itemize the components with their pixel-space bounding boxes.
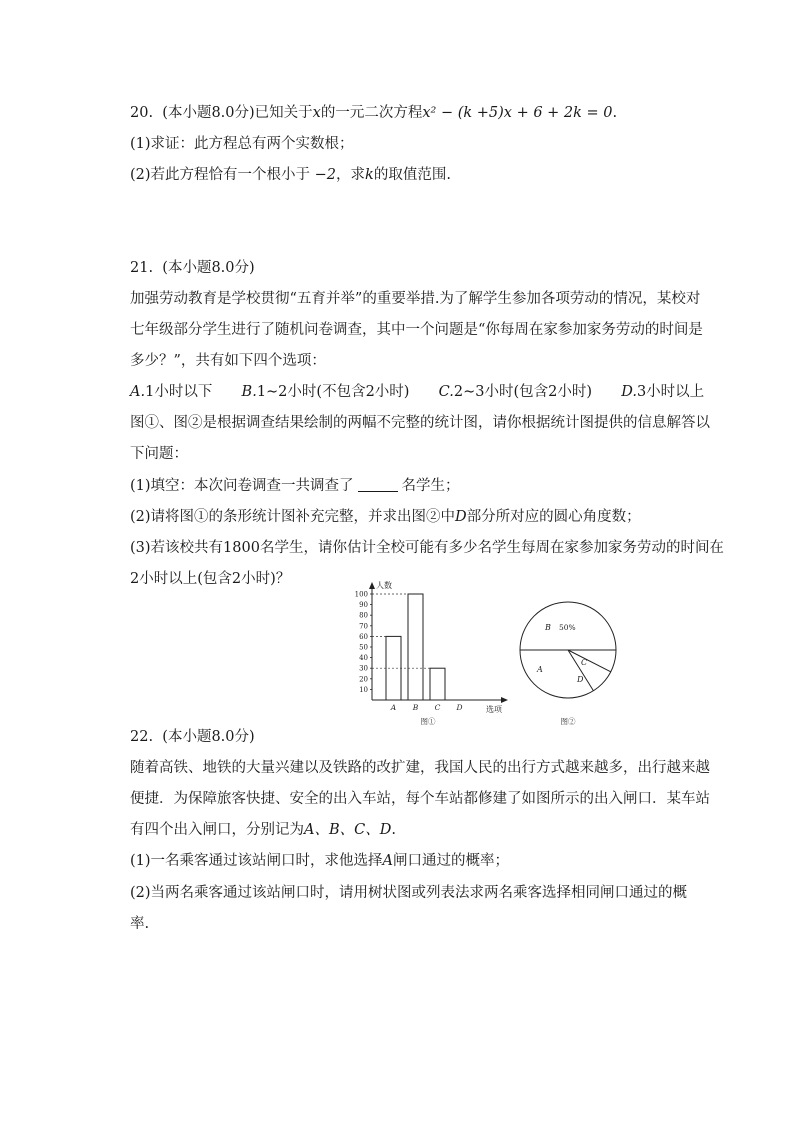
q20-stem-pre: 已知关于 xyxy=(254,105,313,121)
q20-var-x: x xyxy=(312,105,321,121)
q20-part2-val: −2 xyxy=(314,167,337,183)
q22-part1 xyxy=(130,851,509,871)
q21-part3-line2: 2小时以上(包含2小时)？ xyxy=(130,571,291,587)
q21-line5: 图①、图②是根据调查结果绘制的两幅不完整的统计图，请你根据统计图提供的信息解答以 xyxy=(130,415,710,431)
q22-line3-end: . xyxy=(391,822,396,838)
q21-part3-line1: (3)若该校共有1800名学生，请你估计全校可能有多少名学生每周在家参加家务劳动的时间在 xyxy=(130,540,724,556)
q21-optA-letter: A. xyxy=(130,384,146,400)
q21-line3: 多少？”，共有如下四个选项： xyxy=(130,353,326,369)
q21-part2 xyxy=(130,507,641,527)
chart-caption: 图① xyxy=(420,717,436,726)
y-tick-label: 90 xyxy=(359,601,368,610)
x-tick-label: A xyxy=(390,703,397,712)
pie-label-A: A xyxy=(537,665,543,674)
q21-part2-var: D xyxy=(455,509,467,525)
pie-label-B: B xyxy=(545,623,551,632)
q21-header xyxy=(130,258,255,278)
q20-part2-pre: (2)若此方程恰有一个根小于 xyxy=(130,167,311,183)
pie-label-C: C xyxy=(581,658,588,667)
q22-score: (本小题8.0分) xyxy=(162,729,255,745)
y-tick-label: 80 xyxy=(359,611,368,620)
x-tick-label: D xyxy=(456,703,463,712)
pie-annotation: 50% xyxy=(559,623,576,632)
q21-optB: 1∼2小时(不包含2小时) xyxy=(256,384,410,400)
x-axis-arrow xyxy=(501,697,508,703)
q20-part2-end: 的取值范围. xyxy=(373,167,451,183)
q21-part2-post: 部分所对应的圆心角度数； xyxy=(466,509,641,525)
pie-chart xyxy=(515,598,625,728)
y-tick-label: 20 xyxy=(359,675,368,684)
q22-part1-pre: (1)一名乘客通过该站闸口时，求他选择 xyxy=(130,853,383,869)
y-axis-label: 人数 xyxy=(376,581,392,590)
q21-optB-letter: B. xyxy=(241,384,257,400)
q20-score: (本小题8.0分) xyxy=(162,105,255,121)
q21-part1-pre: (1)填空：本次问卷调查一共调查了 xyxy=(130,478,354,494)
answer-blank xyxy=(358,477,398,492)
q22-header xyxy=(130,727,255,747)
x-tick-label: B xyxy=(412,703,419,712)
y-tick-label: 40 xyxy=(359,654,368,663)
chart-caption: 图② xyxy=(560,717,576,726)
q20-part2-mid: ，求 xyxy=(336,167,366,183)
q21-line6: 下问题： xyxy=(130,446,188,462)
q20-stem xyxy=(130,103,617,123)
bar-chart xyxy=(340,578,520,728)
y-axis-arrow xyxy=(369,582,375,589)
q20-equation: x² − (k +5)x + 6 + 2k = 0 xyxy=(422,105,613,121)
q21-optA: 1小时以下 xyxy=(145,384,213,400)
bar-B xyxy=(408,594,423,700)
x-tick-label: C xyxy=(434,703,441,712)
q21-line1: 加强劳动教育是学校贯彻“五育并举”的重要举措.为了解学生参加各项劳动的情况，某校对 xyxy=(130,291,701,307)
q21-part1 xyxy=(130,476,460,496)
q21-score: (本小题8.0分) xyxy=(162,260,255,276)
y-tick-label: 30 xyxy=(359,664,368,673)
y-tick-label: 10 xyxy=(359,685,368,694)
q20-stem-end: . xyxy=(612,105,618,121)
q20-stem-mid: 的一元二次方程 xyxy=(320,105,423,121)
pie-label-D: D xyxy=(577,675,584,684)
q22-line3 xyxy=(130,820,396,840)
q22-line2: 便捷．为保障旅客快捷、安全的出入车站，每个车站都修建了如图所示的出入闸口．某车站 xyxy=(130,791,710,807)
q21-part2-pre: (2)请将图①的条形统计图补充完整，并求出图②中 xyxy=(130,509,456,525)
q22-part2-line2: 率. xyxy=(130,916,150,932)
q22-part1-post: 闸口通过的概率； xyxy=(393,853,510,869)
q21-part1-post: 名学生； xyxy=(401,478,460,494)
q21-options xyxy=(130,382,704,402)
q21-optD-letter: D. xyxy=(621,384,637,400)
q22-line3-pre: 有四个出入闸口，分别记为 xyxy=(130,822,304,838)
q22-line3-vars: A、B、C、D xyxy=(304,822,392,838)
q20-number: 20. xyxy=(130,105,154,121)
q21-optC: 2∼3小时(包含2小时) xyxy=(453,384,592,400)
bar-C xyxy=(430,668,445,700)
q20-part1: (1)求证：此方程总有两个实数根； xyxy=(130,136,354,152)
y-tick-label: 60 xyxy=(359,632,368,641)
q21-number: 21. xyxy=(130,260,154,276)
y-tick-label: 50 xyxy=(359,643,368,652)
q20-part2-var: k xyxy=(365,167,374,183)
q21-line2: 七年级部分学生进行了随机问卷调查，其中一个问题是“你每周在家参加家务劳动的时间是 xyxy=(130,322,703,338)
x-axis-label: 选项 xyxy=(486,705,502,714)
q22-part2-line1: (2)当两名乘客通过该站闸口时，请用树状图或列表法求两名乘客选择相同闸口通过的概 xyxy=(130,885,688,901)
y-tick-label: 70 xyxy=(359,622,368,631)
q22-number: 22. xyxy=(130,729,154,745)
y-tick-label: 100 xyxy=(354,590,368,599)
q21-optC-letter: C. xyxy=(438,384,454,400)
q22-part1-var: A xyxy=(382,853,394,869)
q20-part2 xyxy=(130,165,451,185)
q21-optD: 3小时以上 xyxy=(636,384,705,400)
q22-line1: 随着高铁、地铁的大量兴建以及铁路的改扩建，我国人民的出行方式越来越多，出行越来越 xyxy=(130,760,710,776)
